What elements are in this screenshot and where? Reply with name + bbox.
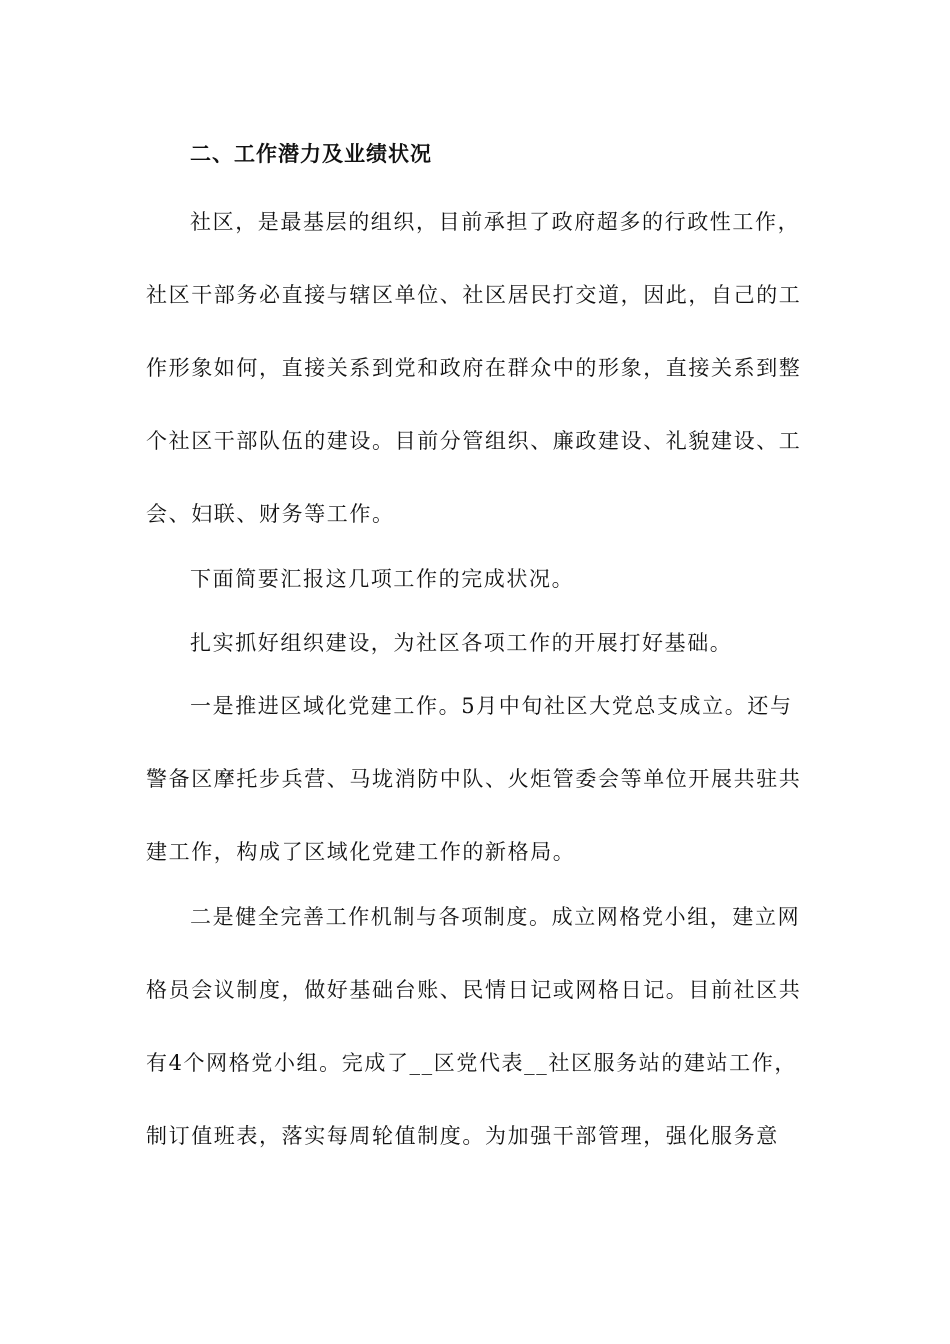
paragraph-line: 有4个网格党小组。完成了__区党代表__社区服务站的建站工作， bbox=[146, 1051, 797, 1075]
paragraph-line: 作形象如何，直接关系到党和政府在群众中的形象，直接关系到整 bbox=[146, 356, 802, 380]
paragraph-line: 个社区干部队伍的建设。目前分管组织、廉政建设、礼貌建设、工 bbox=[146, 429, 802, 453]
paragraph-line: 社区，是最基层的组织，目前承担了政府超多的行政性工作， bbox=[190, 210, 801, 234]
paragraph-line: 扎实抓好组织建设，为社区各项工作的开展打好基础。 bbox=[190, 631, 733, 655]
paragraph-line: 下面简要汇报这几项工作的完成状况。 bbox=[190, 567, 575, 591]
paragraph-line: 一是推进区域化党建工作。5月中旬社区大党总支成立。还与 bbox=[190, 694, 793, 718]
paragraph-line: 警备区摩托步兵营、马垅消防中队、火炬管委会等单位开展共驻共 bbox=[146, 767, 802, 791]
paragraph-line: 建工作，构成了区域化党建工作的新格局。 bbox=[146, 840, 576, 864]
paragraph-line: 社区干部务必直接与辖区单位、社区居民打交道，因此，自己的工 bbox=[146, 283, 802, 307]
paragraph-line: 会、妇联、财务等工作。 bbox=[146, 502, 395, 526]
paragraph-line: 格员会议制度，做好基础台账、民情日记或网格日记。目前社区共 bbox=[146, 978, 802, 1002]
paragraph-line: 制订值班表，落实每周轮值制度。为加强干部管理，强化服务意 bbox=[146, 1124, 779, 1148]
section-heading: 二、工作潜力及业绩状况 bbox=[190, 141, 432, 166]
paragraph-line: 二是健全完善工作机制与各项制度。成立网格党小组，建立网 bbox=[190, 905, 801, 929]
